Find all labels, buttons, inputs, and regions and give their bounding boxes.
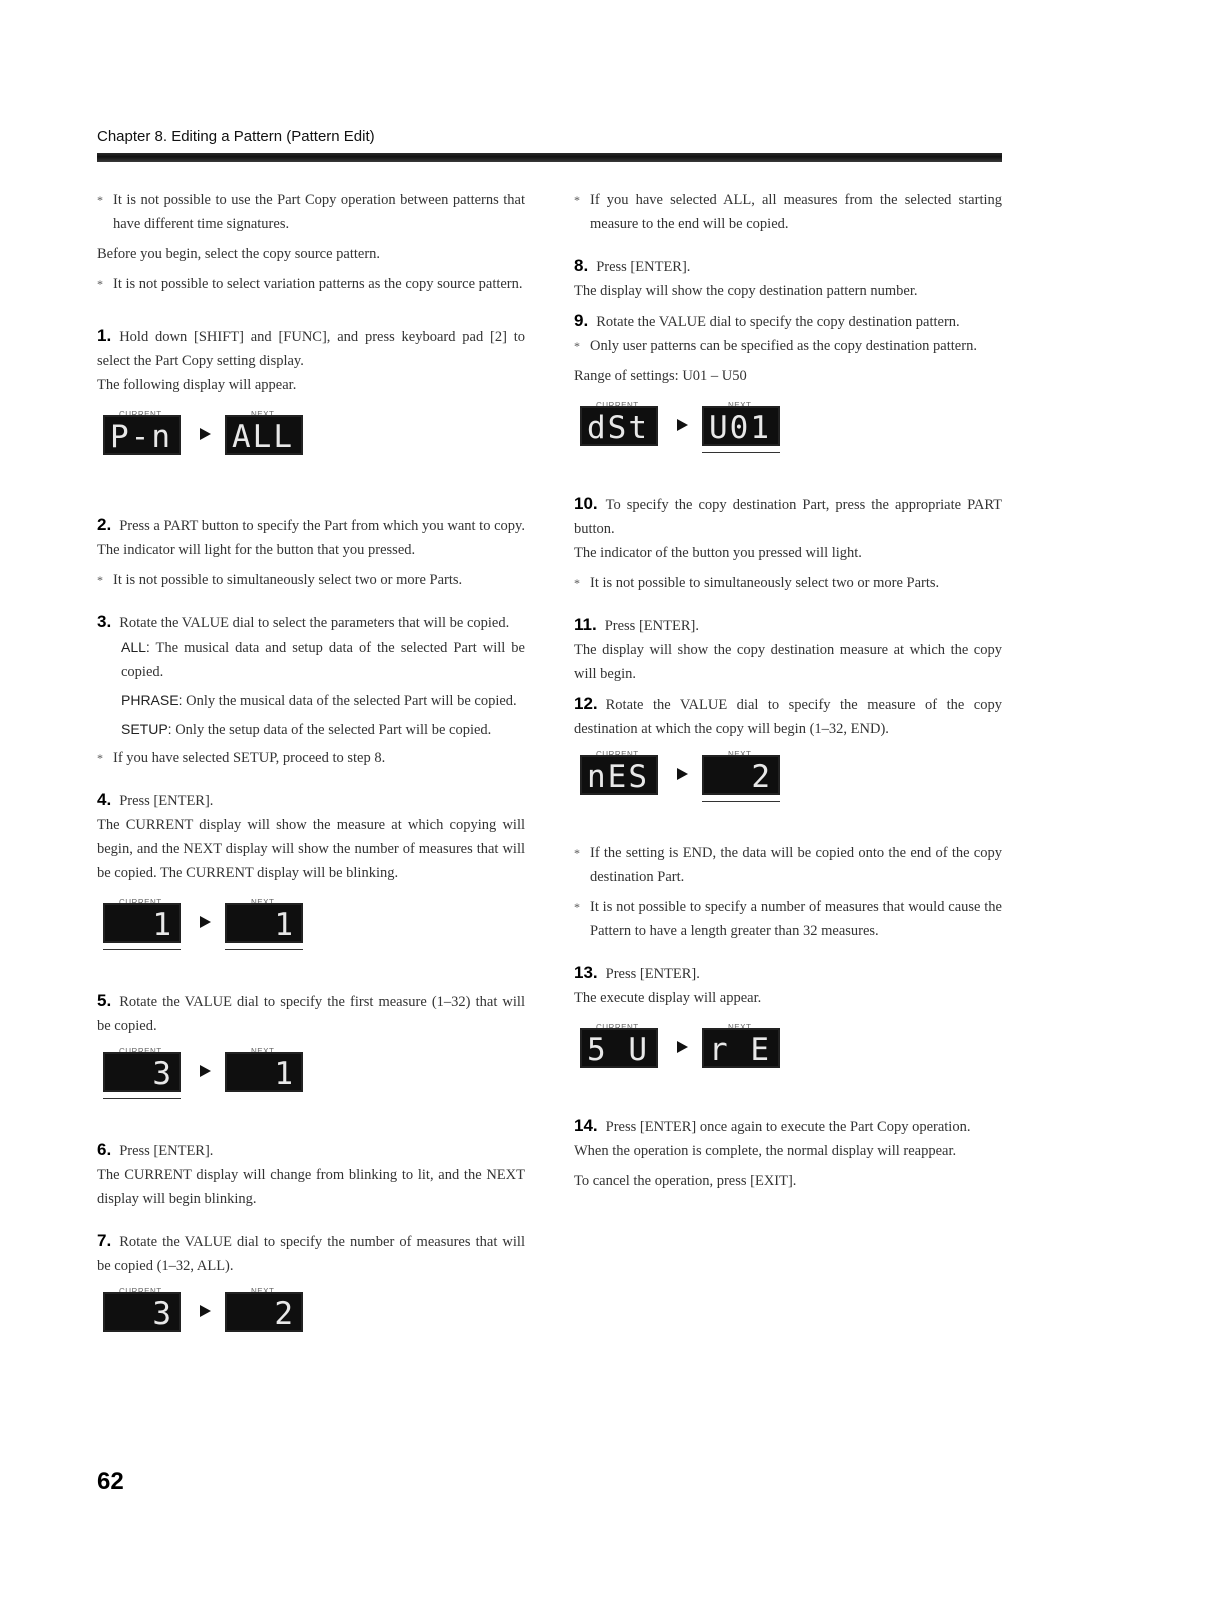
- led-display: [103, 1280, 313, 1350]
- arrow-icon: [200, 1065, 211, 1077]
- paragraph: To cancel the operation, press [EXIT].: [574, 1173, 797, 1189]
- option-all: ALL: The musical data and setup data of the selected Part will be copied.: [121, 639, 525, 680]
- page-number: 62: [97, 1468, 124, 1495]
- note: * If you have selected SETUP, proceed to step 8.: [97, 750, 386, 766]
- next-display: ALL: [225, 415, 303, 455]
- next-display: 2: [225, 1292, 303, 1332]
- led-display: [103, 891, 313, 961]
- step-10: 10. To specify the copy destination Part, press the appropriate PART button.: [574, 494, 1002, 537]
- underline: [225, 949, 303, 950]
- next-display: 2: [702, 755, 780, 795]
- paragraph: The following display will appear.: [97, 377, 297, 393]
- paragraph: The indicator will light for the button that you pressed.: [97, 542, 416, 558]
- underline: [103, 1098, 181, 1099]
- led-display: [103, 1040, 313, 1110]
- step-5: 5. Rotate the VALUE dial to specify the first measure (1–32) that will be copied.: [97, 991, 525, 1034]
- left-column: [97, 188, 525, 1356]
- next-display: r E: [702, 1028, 780, 1068]
- underline: [702, 801, 780, 802]
- led-display: [580, 394, 790, 464]
- arrow-icon: [200, 428, 211, 440]
- note: * If you have selected ALL, all measures from the selected starting measure to the end will be copied.: [574, 192, 1002, 232]
- led-display: [103, 403, 313, 473]
- next-display: 1: [225, 903, 303, 943]
- step-4: 4. Press [ENTER].: [97, 790, 214, 809]
- step-2: 2. Press a PART button to specify the Part from which you want to copy.: [97, 515, 525, 534]
- step-3: 3. Rotate the VALUE dial to select the parameters that will be copied.: [97, 612, 510, 631]
- paragraph: The indicator of the button you pressed will light.: [574, 545, 862, 561]
- note: * Only user patterns can be specified as the copy destination pattern.: [574, 338, 977, 354]
- step-11: 11. Press [ENTER].: [574, 615, 699, 634]
- option-phrase: PHRASE: Only the musical data of the selected Part will be copied.: [121, 692, 517, 709]
- paragraph: When the operation is complete, the normal display will reappear.: [574, 1143, 957, 1159]
- step-6: 6. Press [ENTER].: [97, 1140, 214, 1159]
- step-14: 14. Press [ENTER] once again to execute the Part Copy operation.: [574, 1116, 971, 1135]
- range-text: Range of settings: U01 – U50: [574, 368, 747, 384]
- current-display: 5 U: [580, 1028, 658, 1068]
- led-display: [580, 1016, 790, 1086]
- current-display: P-n: [103, 415, 181, 455]
- note: * If the setting is END, the data will be copied onto the end of the copy destination Part.: [574, 845, 1002, 885]
- paragraph: The CURRENT display will change from blinking to lit, and the NEXT display will begin blinking.: [97, 1167, 525, 1207]
- arrow-icon: [677, 768, 688, 780]
- paragraph: The display will show the copy destination measure at which the copy will begin.: [574, 642, 1002, 682]
- paragraph: The execute display will appear.: [574, 990, 762, 1006]
- step-13: 13. Press [ENTER].: [574, 963, 700, 982]
- chapter-header: Chapter 8. Editing a Pattern (Pattern Edit): [97, 128, 375, 145]
- note: * It is not possible to specify a number of measures that would cause the Pattern to have a length greater than 32 measures.: [574, 899, 1002, 939]
- paragraph: The CURRENT display will show the measure at which copying will begin, and the NEXT display will show the number of measures that will be copied. The CURRENT display will be blinking.: [97, 817, 525, 881]
- right-column: [574, 188, 1002, 1199]
- underline: [103, 949, 181, 950]
- paragraph: The display will show the copy destination pattern number.: [574, 283, 918, 299]
- current-display: nES: [580, 755, 658, 795]
- option-setup: SETUP: Only the setup data of the selected Part will be copied.: [121, 721, 492, 738]
- step-8: 8. Press [ENTER].: [574, 256, 691, 275]
- current-display: 3: [103, 1292, 181, 1332]
- header-rule: [97, 153, 1002, 162]
- step-9: 9. Rotate the VALUE dial to specify the copy destination pattern.: [574, 311, 960, 330]
- note: * It is not possible to use the Part Copy operation between patterns that have different time signatures.: [97, 192, 525, 232]
- underline: [702, 452, 780, 453]
- step-7: 7. Rotate the VALUE dial to specify the number of measures that will be copied (1–32, ALL).: [97, 1231, 525, 1274]
- arrow-icon: [200, 916, 211, 928]
- step-1: 1. Hold down [SHIFT] and [FUNC], and press keyboard pad [2] to select the Part Copy setting display.: [97, 326, 525, 369]
- current-display: 1: [103, 903, 181, 943]
- arrow-icon: [200, 1305, 211, 1317]
- step-12: 12. Rotate the VALUE dial to specify the measure of the copy destination at which the copy will begin (1–32, END).: [574, 694, 1002, 737]
- note: * It is not possible to simultaneously select two or more Parts.: [574, 575, 940, 591]
- paragraph: Before you begin, select the copy source pattern.: [97, 246, 381, 262]
- current-display: 3: [103, 1052, 181, 1092]
- next-display: 1: [225, 1052, 303, 1092]
- arrow-icon: [677, 419, 688, 431]
- next-display: U01: [702, 406, 780, 446]
- note: * It is not possible to simultaneously select two or more Parts.: [97, 572, 463, 588]
- current-display: dSt: [580, 406, 658, 446]
- note: * It is not possible to select variation patterns as the copy source pattern.: [97, 276, 523, 292]
- arrow-icon: [677, 1041, 688, 1053]
- led-display: [580, 743, 790, 813]
